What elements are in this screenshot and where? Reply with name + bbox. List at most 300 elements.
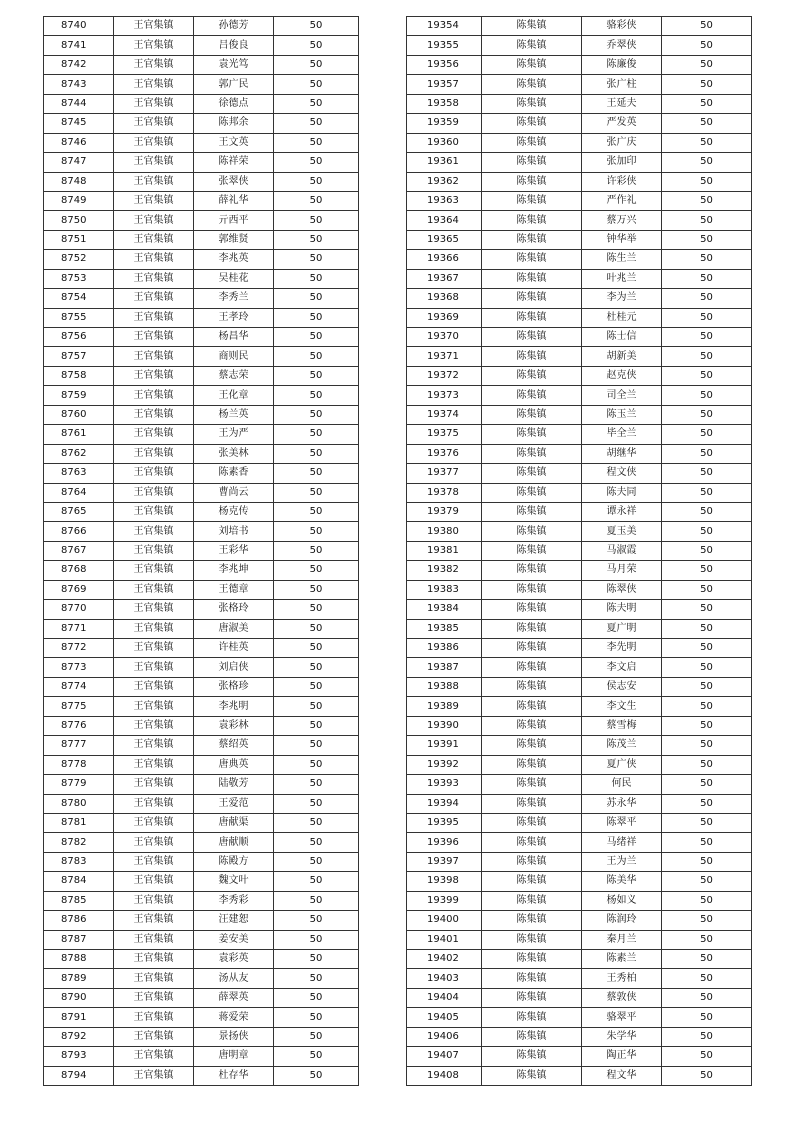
- row-number-cell: 19355: [407, 36, 482, 55]
- amount-cell: 50: [662, 522, 752, 541]
- person-name-cell: 李文生: [582, 697, 662, 716]
- person-name-cell: 司全兰: [582, 386, 662, 405]
- amount-cell: 50: [662, 230, 752, 249]
- person-name-cell: 景扬侠: [194, 1027, 274, 1046]
- amount-cell: 50: [662, 736, 752, 755]
- table-row: [44, 502, 359, 521]
- township-cell: 陈集镇: [482, 502, 582, 521]
- amount-cell: 50: [274, 813, 359, 832]
- row-number-cell: 8752: [44, 250, 114, 269]
- township-cell: 王官集镇: [114, 580, 194, 599]
- township-cell: 陈集镇: [482, 172, 582, 191]
- amount-cell: 50: [274, 716, 359, 735]
- person-name-cell: 杜桂元: [582, 308, 662, 327]
- person-name-cell: 骆彩侠: [582, 17, 662, 36]
- person-name-cell: 王为严: [194, 425, 274, 444]
- left-roster-table: [43, 16, 359, 1086]
- table-row: [407, 639, 752, 658]
- table-row: [44, 191, 359, 210]
- row-number-cell: 19397: [407, 852, 482, 871]
- township-cell: 陈集镇: [482, 464, 582, 483]
- row-number-cell: 8744: [44, 94, 114, 113]
- township-cell: 陈集镇: [482, 425, 582, 444]
- township-cell: 王官集镇: [114, 891, 194, 910]
- township-cell: 王官集镇: [114, 211, 194, 230]
- row-number-cell: 19403: [407, 969, 482, 988]
- row-number-cell: 8742: [44, 55, 114, 74]
- amount-cell: 50: [274, 794, 359, 813]
- table-row: [44, 172, 359, 191]
- township-cell: 王官集镇: [114, 872, 194, 891]
- person-name-cell: 叶兆兰: [582, 269, 662, 288]
- row-number-cell: 8760: [44, 405, 114, 424]
- township-cell: 陈集镇: [482, 1027, 582, 1046]
- township-cell: 陈集镇: [482, 114, 582, 133]
- township-cell: 陈集镇: [482, 328, 582, 347]
- row-number-cell: 8789: [44, 969, 114, 988]
- table-row: [407, 289, 752, 308]
- township-cell: 陈集镇: [482, 988, 582, 1007]
- amount-cell: 50: [274, 697, 359, 716]
- amount-cell: 50: [662, 1047, 752, 1066]
- amount-cell: 50: [662, 133, 752, 152]
- township-cell: 王官集镇: [114, 94, 194, 113]
- row-number-cell: 19392: [407, 755, 482, 774]
- table-row: [44, 36, 359, 55]
- row-number-cell: 19386: [407, 639, 482, 658]
- person-name-cell: 陈生兰: [582, 250, 662, 269]
- amount-cell: 50: [274, 1066, 359, 1085]
- person-name-cell: 蔡雪梅: [582, 716, 662, 735]
- amount-cell: 50: [662, 191, 752, 210]
- row-number-cell: 19364: [407, 211, 482, 230]
- amount-cell: 50: [274, 289, 359, 308]
- person-name-cell: 胡新美: [582, 347, 662, 366]
- table-row: [407, 153, 752, 172]
- row-number-cell: 8748: [44, 172, 114, 191]
- person-name-cell: 许桂英: [194, 639, 274, 658]
- township-cell: 陈集镇: [482, 191, 582, 210]
- person-name-cell: 严作礼: [582, 191, 662, 210]
- row-number-cell: 8774: [44, 677, 114, 696]
- amount-cell: 50: [274, 1047, 359, 1066]
- amount-cell: 50: [662, 600, 752, 619]
- table-row: [407, 347, 752, 366]
- amount-cell: 50: [662, 716, 752, 735]
- township-cell: 陈集镇: [482, 716, 582, 735]
- person-name-cell: 唐典英: [194, 755, 274, 774]
- amount-cell: 50: [274, 153, 359, 172]
- row-number-cell: 19360: [407, 133, 482, 152]
- row-number-cell: 8777: [44, 736, 114, 755]
- amount-cell: 50: [274, 891, 359, 910]
- person-name-cell: 陈邦余: [194, 114, 274, 133]
- table-row: [44, 211, 359, 230]
- row-number-cell: 19365: [407, 230, 482, 249]
- township-cell: 王官集镇: [114, 289, 194, 308]
- person-name-cell: 张翠侠: [194, 172, 274, 191]
- person-name-cell: 杜存华: [194, 1066, 274, 1085]
- table-row: [407, 988, 752, 1007]
- township-cell: 王官集镇: [114, 794, 194, 813]
- person-name-cell: 杨兰英: [194, 405, 274, 424]
- amount-cell: 50: [274, 36, 359, 55]
- township-cell: 王官集镇: [114, 852, 194, 871]
- township-cell: 陈集镇: [482, 347, 582, 366]
- township-cell: 陈集镇: [482, 600, 582, 619]
- amount-cell: 50: [662, 813, 752, 832]
- amount-cell: 50: [662, 580, 752, 599]
- person-name-cell: 王文英: [194, 133, 274, 152]
- row-number-cell: 8758: [44, 366, 114, 385]
- row-number-cell: 8769: [44, 580, 114, 599]
- amount-cell: 50: [274, 94, 359, 113]
- table-row: [44, 250, 359, 269]
- amount-cell: 50: [274, 308, 359, 327]
- person-name-cell: 张广柱: [582, 75, 662, 94]
- table-row: [407, 930, 752, 949]
- row-number-cell: 19373: [407, 386, 482, 405]
- table-row: [407, 172, 752, 191]
- person-name-cell: 李兆英: [194, 250, 274, 269]
- row-number-cell: 19393: [407, 775, 482, 794]
- row-number-cell: 19380: [407, 522, 482, 541]
- amount-cell: 50: [274, 425, 359, 444]
- amount-cell: 50: [274, 775, 359, 794]
- person-name-cell: 李文启: [582, 658, 662, 677]
- row-number-cell: 19369: [407, 308, 482, 327]
- township-cell: 王官集镇: [114, 1066, 194, 1085]
- amount-cell: 50: [662, 289, 752, 308]
- township-cell: 陈集镇: [482, 911, 582, 930]
- table-row: [44, 930, 359, 949]
- row-number-cell: 19370: [407, 328, 482, 347]
- amount-cell: 50: [662, 1008, 752, 1027]
- row-number-cell: 8791: [44, 1008, 114, 1027]
- person-name-cell: 薛礼华: [194, 191, 274, 210]
- row-number-cell: 8765: [44, 502, 114, 521]
- amount-cell: 50: [662, 153, 752, 172]
- row-number-cell: 19384: [407, 600, 482, 619]
- township-cell: 王官集镇: [114, 658, 194, 677]
- row-number-cell: 8745: [44, 114, 114, 133]
- row-number-cell: 8773: [44, 658, 114, 677]
- table-row: [407, 755, 752, 774]
- township-cell: 王官集镇: [114, 1047, 194, 1066]
- person-name-cell: 李兆坤: [194, 561, 274, 580]
- person-name-cell: 杨如义: [582, 891, 662, 910]
- amount-cell: 50: [662, 775, 752, 794]
- person-name-cell: 蔡志荣: [194, 366, 274, 385]
- row-number-cell: 19402: [407, 950, 482, 969]
- person-name-cell: 夏广明: [582, 619, 662, 638]
- row-number-cell: 8785: [44, 891, 114, 910]
- row-number-cell: 8784: [44, 872, 114, 891]
- row-number-cell: 19358: [407, 94, 482, 113]
- amount-cell: 50: [274, 230, 359, 249]
- amount-cell: 50: [274, 872, 359, 891]
- person-name-cell: 郭广民: [194, 75, 274, 94]
- person-name-cell: 程文华: [582, 1066, 662, 1085]
- township-cell: 王官集镇: [114, 950, 194, 969]
- table-row: [44, 308, 359, 327]
- table-row: [407, 600, 752, 619]
- amount-cell: 50: [274, 639, 359, 658]
- township-cell: 陈集镇: [482, 75, 582, 94]
- township-cell: 王官集镇: [114, 483, 194, 502]
- amount-cell: 50: [662, 852, 752, 871]
- township-cell: 王官集镇: [114, 988, 194, 1007]
- person-name-cell: 李为兰: [582, 289, 662, 308]
- table-row: [407, 94, 752, 113]
- person-name-cell: 陆敬芳: [194, 775, 274, 794]
- table-row: [407, 250, 752, 269]
- table-row: [407, 75, 752, 94]
- amount-cell: 50: [274, 172, 359, 191]
- township-cell: 王官集镇: [114, 813, 194, 832]
- table-row: [44, 55, 359, 74]
- person-name-cell: 陈夫明: [582, 600, 662, 619]
- township-cell: 王官集镇: [114, 969, 194, 988]
- person-name-cell: 郭维贤: [194, 230, 274, 249]
- row-number-cell: 19394: [407, 794, 482, 813]
- row-number-cell: 19395: [407, 813, 482, 832]
- person-name-cell: 薛翠英: [194, 988, 274, 1007]
- table-row: [44, 736, 359, 755]
- table-row: [44, 697, 359, 716]
- township-cell: 陈集镇: [482, 94, 582, 113]
- row-number-cell: 8762: [44, 444, 114, 463]
- row-number-cell: 8743: [44, 75, 114, 94]
- township-cell: 王官集镇: [114, 522, 194, 541]
- township-cell: 王官集镇: [114, 736, 194, 755]
- person-name-cell: 汪建恕: [194, 911, 274, 930]
- amount-cell: 50: [662, 639, 752, 658]
- person-name-cell: 陈润玲: [582, 911, 662, 930]
- amount-cell: 50: [662, 269, 752, 288]
- person-name-cell: 刘培书: [194, 522, 274, 541]
- person-name-cell: 陶正华: [582, 1047, 662, 1066]
- township-cell: 陈集镇: [482, 289, 582, 308]
- table-row: [407, 813, 752, 832]
- person-name-cell: 商则民: [194, 347, 274, 366]
- table-row: [44, 17, 359, 36]
- township-cell: 王官集镇: [114, 677, 194, 696]
- table-row: [407, 1066, 752, 1085]
- table-row: [44, 269, 359, 288]
- township-cell: 王官集镇: [114, 17, 194, 36]
- person-name-cell: 张美林: [194, 444, 274, 463]
- amount-cell: 50: [662, 36, 752, 55]
- row-number-cell: 8790: [44, 988, 114, 1007]
- amount-cell: 50: [274, 930, 359, 949]
- person-name-cell: 李先明: [582, 639, 662, 658]
- person-name-cell: 程文侠: [582, 464, 662, 483]
- table-row: [44, 425, 359, 444]
- amount-cell: 50: [662, 1066, 752, 1085]
- township-cell: 王官集镇: [114, 541, 194, 560]
- amount-cell: 50: [274, 580, 359, 599]
- amount-cell: 50: [662, 425, 752, 444]
- table-row: [407, 775, 752, 794]
- row-number-cell: 19375: [407, 425, 482, 444]
- township-cell: 陈集镇: [482, 639, 582, 658]
- township-cell: 陈集镇: [482, 950, 582, 969]
- amount-cell: 50: [274, 677, 359, 696]
- amount-cell: 50: [274, 1008, 359, 1027]
- row-number-cell: 8767: [44, 541, 114, 560]
- township-cell: 王官集镇: [114, 697, 194, 716]
- amount-cell: 50: [662, 988, 752, 1007]
- table-row: [44, 289, 359, 308]
- row-number-cell: 8771: [44, 619, 114, 638]
- amount-cell: 50: [274, 619, 359, 638]
- township-cell: 陈集镇: [482, 755, 582, 774]
- amount-cell: 50: [662, 94, 752, 113]
- table-row: [407, 1008, 752, 1027]
- amount-cell: 50: [662, 794, 752, 813]
- township-cell: 王官集镇: [114, 425, 194, 444]
- person-name-cell: 许彩侠: [582, 172, 662, 191]
- township-cell: 陈集镇: [482, 308, 582, 327]
- person-name-cell: 陈殿方: [194, 852, 274, 871]
- table-row: [44, 580, 359, 599]
- row-number-cell: 8793: [44, 1047, 114, 1066]
- table-row: [407, 269, 752, 288]
- person-name-cell: 唐献渠: [194, 813, 274, 832]
- table-row: [44, 950, 359, 969]
- row-number-cell: 8755: [44, 308, 114, 327]
- township-cell: 王官集镇: [114, 308, 194, 327]
- township-cell: 陈集镇: [482, 1047, 582, 1066]
- amount-cell: 50: [662, 328, 752, 347]
- person-name-cell: 乔翠侠: [582, 36, 662, 55]
- table-row: [407, 833, 752, 852]
- person-name-cell: 王秀柏: [582, 969, 662, 988]
- township-cell: 王官集镇: [114, 328, 194, 347]
- person-name-cell: 袁彩林: [194, 716, 274, 735]
- row-number-cell: 19354: [407, 17, 482, 36]
- township-cell: 王官集镇: [114, 930, 194, 949]
- amount-cell: 50: [274, 1027, 359, 1046]
- person-name-cell: 王德章: [194, 580, 274, 599]
- township-cell: 王官集镇: [114, 191, 194, 210]
- person-name-cell: 王为兰: [582, 852, 662, 871]
- amount-cell: 50: [274, 405, 359, 424]
- amount-cell: 50: [662, 347, 752, 366]
- amount-cell: 50: [274, 833, 359, 852]
- amount-cell: 50: [662, 891, 752, 910]
- township-cell: 陈集镇: [482, 1008, 582, 1027]
- person-name-cell: 唐明章: [194, 1047, 274, 1066]
- township-cell: 王官集镇: [114, 1027, 194, 1046]
- table-row: [44, 794, 359, 813]
- person-name-cell: 亓西平: [194, 211, 274, 230]
- amount-cell: 50: [274, 347, 359, 366]
- row-number-cell: 8766: [44, 522, 114, 541]
- row-number-cell: 19371: [407, 347, 482, 366]
- row-number-cell: 19399: [407, 891, 482, 910]
- amount-cell: 50: [274, 444, 359, 463]
- amount-cell: 50: [662, 250, 752, 269]
- township-cell: 陈集镇: [482, 211, 582, 230]
- amount-cell: 50: [274, 852, 359, 871]
- township-cell: 王官集镇: [114, 36, 194, 55]
- table-row: [44, 153, 359, 172]
- table-row: [44, 386, 359, 405]
- row-number-cell: 19391: [407, 736, 482, 755]
- person-name-cell: 张格玲: [194, 600, 274, 619]
- amount-cell: 50: [274, 755, 359, 774]
- amount-cell: 50: [662, 930, 752, 949]
- table-row: [44, 755, 359, 774]
- township-cell: 王官集镇: [114, 133, 194, 152]
- township-cell: 陈集镇: [482, 697, 582, 716]
- person-name-cell: 骆翠平: [582, 1008, 662, 1027]
- amount-cell: 50: [274, 988, 359, 1007]
- row-number-cell: 19366: [407, 250, 482, 269]
- amount-cell: 50: [274, 250, 359, 269]
- township-cell: 陈集镇: [482, 794, 582, 813]
- table-row: [407, 211, 752, 230]
- row-number-cell: 8756: [44, 328, 114, 347]
- table-row: [44, 444, 359, 463]
- table-row: [407, 580, 752, 599]
- person-name-cell: 陈茂兰: [582, 736, 662, 755]
- amount-cell: 50: [274, 75, 359, 94]
- person-name-cell: 唐献顺: [194, 833, 274, 852]
- amount-cell: 50: [662, 561, 752, 580]
- person-name-cell: 王爱范: [194, 794, 274, 813]
- table-row: [44, 775, 359, 794]
- person-name-cell: 蒋爱荣: [194, 1008, 274, 1027]
- person-name-cell: 杨昌华: [194, 328, 274, 347]
- table-row: [44, 522, 359, 541]
- township-cell: 陈集镇: [482, 833, 582, 852]
- amount-cell: 50: [662, 1027, 752, 1046]
- table-row: [407, 541, 752, 560]
- township-cell: 王官集镇: [114, 366, 194, 385]
- table-row: [44, 639, 359, 658]
- person-name-cell: 袁彩英: [194, 950, 274, 969]
- amount-cell: 50: [662, 55, 752, 74]
- row-number-cell: 8770: [44, 600, 114, 619]
- row-number-cell: 8764: [44, 483, 114, 502]
- row-number-cell: 19404: [407, 988, 482, 1007]
- person-name-cell: 曹尚云: [194, 483, 274, 502]
- person-name-cell: 陈素兰: [582, 950, 662, 969]
- amount-cell: 50: [274, 502, 359, 521]
- person-name-cell: 胡继华: [582, 444, 662, 463]
- table-row: [407, 736, 752, 755]
- row-number-cell: 19359: [407, 114, 482, 133]
- amount-cell: 50: [274, 211, 359, 230]
- amount-cell: 50: [662, 17, 752, 36]
- amount-cell: 50: [274, 114, 359, 133]
- township-cell: 陈集镇: [482, 405, 582, 424]
- table-row: [407, 891, 752, 910]
- person-name-cell: 汤从友: [194, 969, 274, 988]
- amount-cell: 50: [274, 191, 359, 210]
- person-name-cell: 徐德点: [194, 94, 274, 113]
- person-name-cell: 朱学华: [582, 1027, 662, 1046]
- township-cell: 王官集镇: [114, 114, 194, 133]
- township-cell: 陈集镇: [482, 366, 582, 385]
- amount-cell: 50: [662, 911, 752, 930]
- row-number-cell: 8761: [44, 425, 114, 444]
- row-number-cell: 19406: [407, 1027, 482, 1046]
- township-cell: 陈集镇: [482, 17, 582, 36]
